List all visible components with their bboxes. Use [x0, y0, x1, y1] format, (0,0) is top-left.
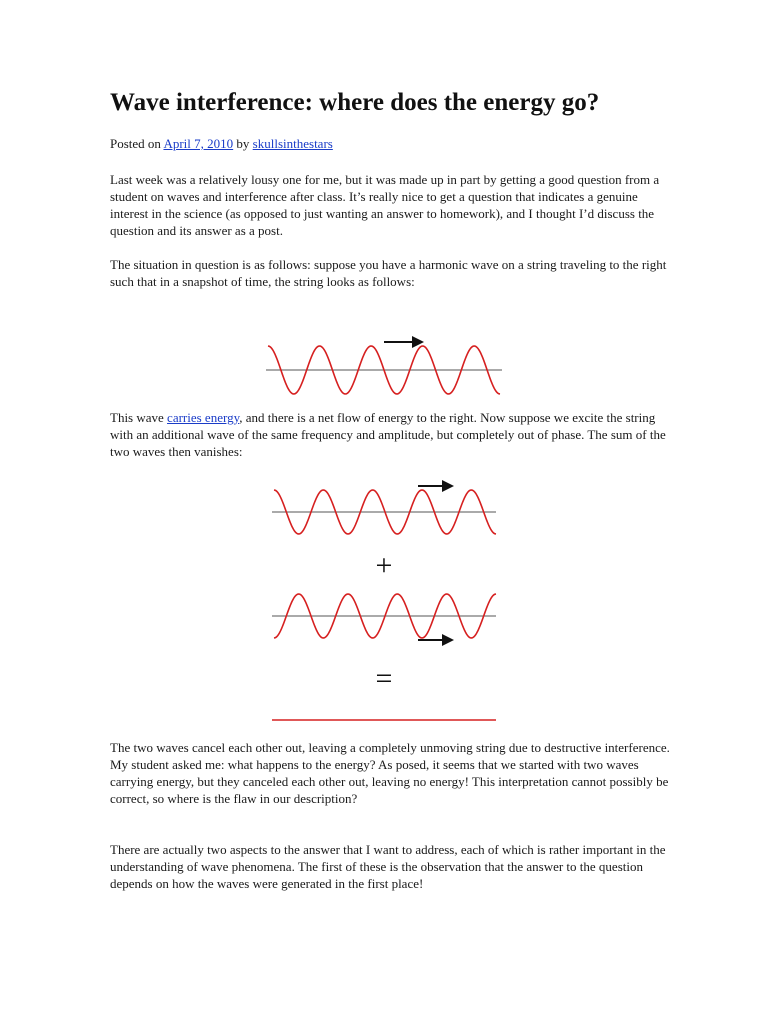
- carries-energy-link[interactable]: carries energy: [167, 410, 240, 425]
- page-title: Wave interference: where does the energy go?: [110, 89, 600, 116]
- paragraph-intro: Last week was a relatively lousy one for me, but it was made up in part by getting a good question from a student on waves and interference after class. It’s really nice to get a question that indicates a genuine interest in the science (as opposed to just wanting an answer to homework), and I thought I’d discuss the question and its answer as a post.: [110, 172, 660, 238]
- equals-sign: =: [375, 662, 393, 695]
- post-date-link[interactable]: April 7, 2010: [163, 136, 234, 151]
- traveling-wave-figure: [262, 330, 507, 398]
- paragraph-answer: There are actually two aspects to the answer that I want to address, each of which is rather important in the understanding of wave phenomena. The first of these is the observation that the answer to the question depends on how the waves were generated in the first place!: [110, 842, 666, 891]
- author-link[interactable]: skullsinthestars: [252, 136, 333, 151]
- plus-sign: +: [375, 549, 393, 582]
- by-label: by: [236, 136, 250, 151]
- posted-on-label: Posted on: [110, 136, 161, 151]
- superposition-figure: [268, 474, 503, 729]
- right-arrow-icon: [384, 336, 424, 348]
- paragraph-energy: This wave carries energy, and there is a net flow of energy to the right. Now suppose we excite the string with an additional wave of the same frequency and amplitude, but completely out of phase. The sum of the two waves then vanishes:: [110, 410, 666, 459]
- article: [110, 86, 670, 290]
- paragraph-cancel: The two waves cancel each other out, leaving a completely unmoving string due to destructive interference. My student asked me: what happens to the energy? As posed, it seems that we started with two waves carrying energy, but they canceled each other out, leaving no energy! This interpretation cannot possibly be correct, so where is the flaw in our description?: [110, 740, 670, 806]
- paragraph-situation: The situation in question is as follows: suppose you have a harmonic wave on a string traveling to the right such that in a snapshot of time, the string looks as follows:: [110, 257, 667, 289]
- post-meta: [110, 135, 670, 152]
- right-arrow-icon: [418, 634, 454, 646]
